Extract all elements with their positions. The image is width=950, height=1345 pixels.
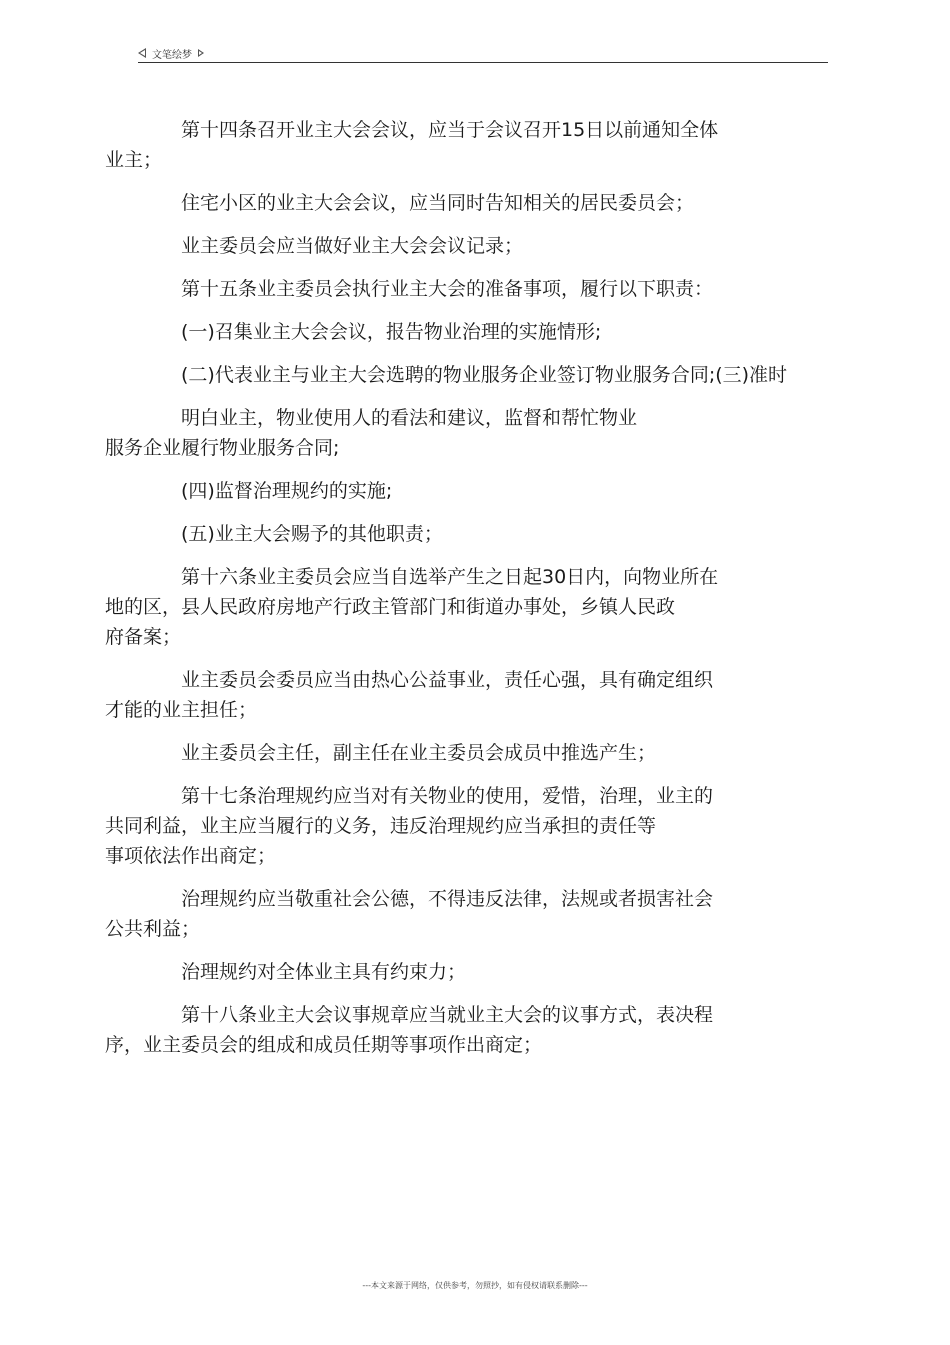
paragraph-line: 第十五条业主委员会执行业主大会的准备事项，履行以下职责： (181, 278, 714, 300)
paragraph-line: 治理规约对全体业主具有约束力； (181, 961, 467, 983)
paragraph-line: 住宅小区的业主大会会议，应当同时告知相关的居民委员会； (181, 192, 695, 214)
paragraph-line: 业主委员会主任，副主任在业主委员会成员中推选产生； (181, 742, 657, 764)
paragraph (105, 1000, 823, 1060)
paragraph-line: 序，业主委员会的组成和成员任期等事项作出商定； (105, 1034, 543, 1056)
paragraph (143, 360, 823, 390)
paragraph-line: 业主； (105, 149, 163, 171)
paragraph-line: (五)业主大会赐予的其他职责； (181, 523, 443, 545)
paragraph-line: 才能的业主担任； (105, 699, 258, 721)
paragraph-line: (四)监督治理规约的实施; (181, 480, 393, 502)
paragraph-line: 公共利益； (105, 918, 201, 940)
paragraph-line: 第十八条业主大会议事规章应当就业主大会的议事方式，表决程 (181, 1004, 714, 1026)
paragraph (105, 562, 823, 652)
paragraph (143, 231, 823, 261)
paragraph (143, 476, 823, 506)
header-title: 文笔绘梦 (152, 49, 192, 61)
header-divider (138, 62, 828, 63)
paragraph (143, 274, 823, 304)
paragraph (105, 781, 823, 871)
paragraph-line: 治理规约应当敬重社会公德，不得违反法律，法规或者损害社会 (181, 888, 714, 910)
document-body (105, 115, 823, 1073)
paragraph (143, 738, 823, 768)
paragraph (143, 188, 823, 218)
paragraph (105, 665, 823, 725)
paragraph-line: 业主委员会应当做好业主大会会议记录； (181, 235, 524, 257)
paragraph (105, 884, 823, 944)
paragraph (105, 115, 823, 175)
paragraph (105, 403, 823, 463)
paragraph-line: 事项依法作出商定； (105, 845, 277, 867)
paragraph-line: 共同利益，业主应当履行的义务，违反治理规约应当承担的责任等 (105, 815, 657, 837)
triangle-left-icon (138, 48, 146, 58)
paragraph (143, 317, 823, 347)
paragraph-line: 地的区，县人民政府房地产行政主管部门和街道办事处，乡镇人民政 (105, 596, 676, 618)
paragraph-line: (一)召集业主大会会议，报告物业治理的实施情形; (181, 321, 602, 343)
paragraph-line: 府备案； (105, 626, 182, 648)
paragraph-line: 明白业主，物业使用人的看法和建议，监督和帮忙物业 (181, 407, 638, 429)
page-footer: ---本文来源于网络，仅供参考，勿照抄，如有侵权请联系删除--- (362, 1281, 588, 1290)
paragraph (143, 957, 823, 987)
page-header (138, 44, 204, 62)
paragraph-line: 服务企业履行物业服务合同; (105, 437, 340, 459)
paragraph (143, 519, 823, 549)
paragraph-line: 业主委员会委员应当由热心公益事业，责任心强，具有确定组织 (181, 669, 714, 691)
paragraph-line: 第十七条治理规约应当对有关物业的使用，爱惜，治理，业主的 (181, 785, 714, 807)
paragraph-line: 第十六条业主委员会应当自选举产生之日起30日内，向物业所在 (181, 566, 719, 588)
paragraph-line: 第十四条召开业主大会会议，应当于会议召开15日以前通知全体 (181, 119, 719, 141)
triangle-right-icon (198, 49, 204, 57)
paragraph-line: (二)代表业主与业主大会选聘的物业服务企业签订物业服务合同;(三)准时 (181, 364, 788, 386)
